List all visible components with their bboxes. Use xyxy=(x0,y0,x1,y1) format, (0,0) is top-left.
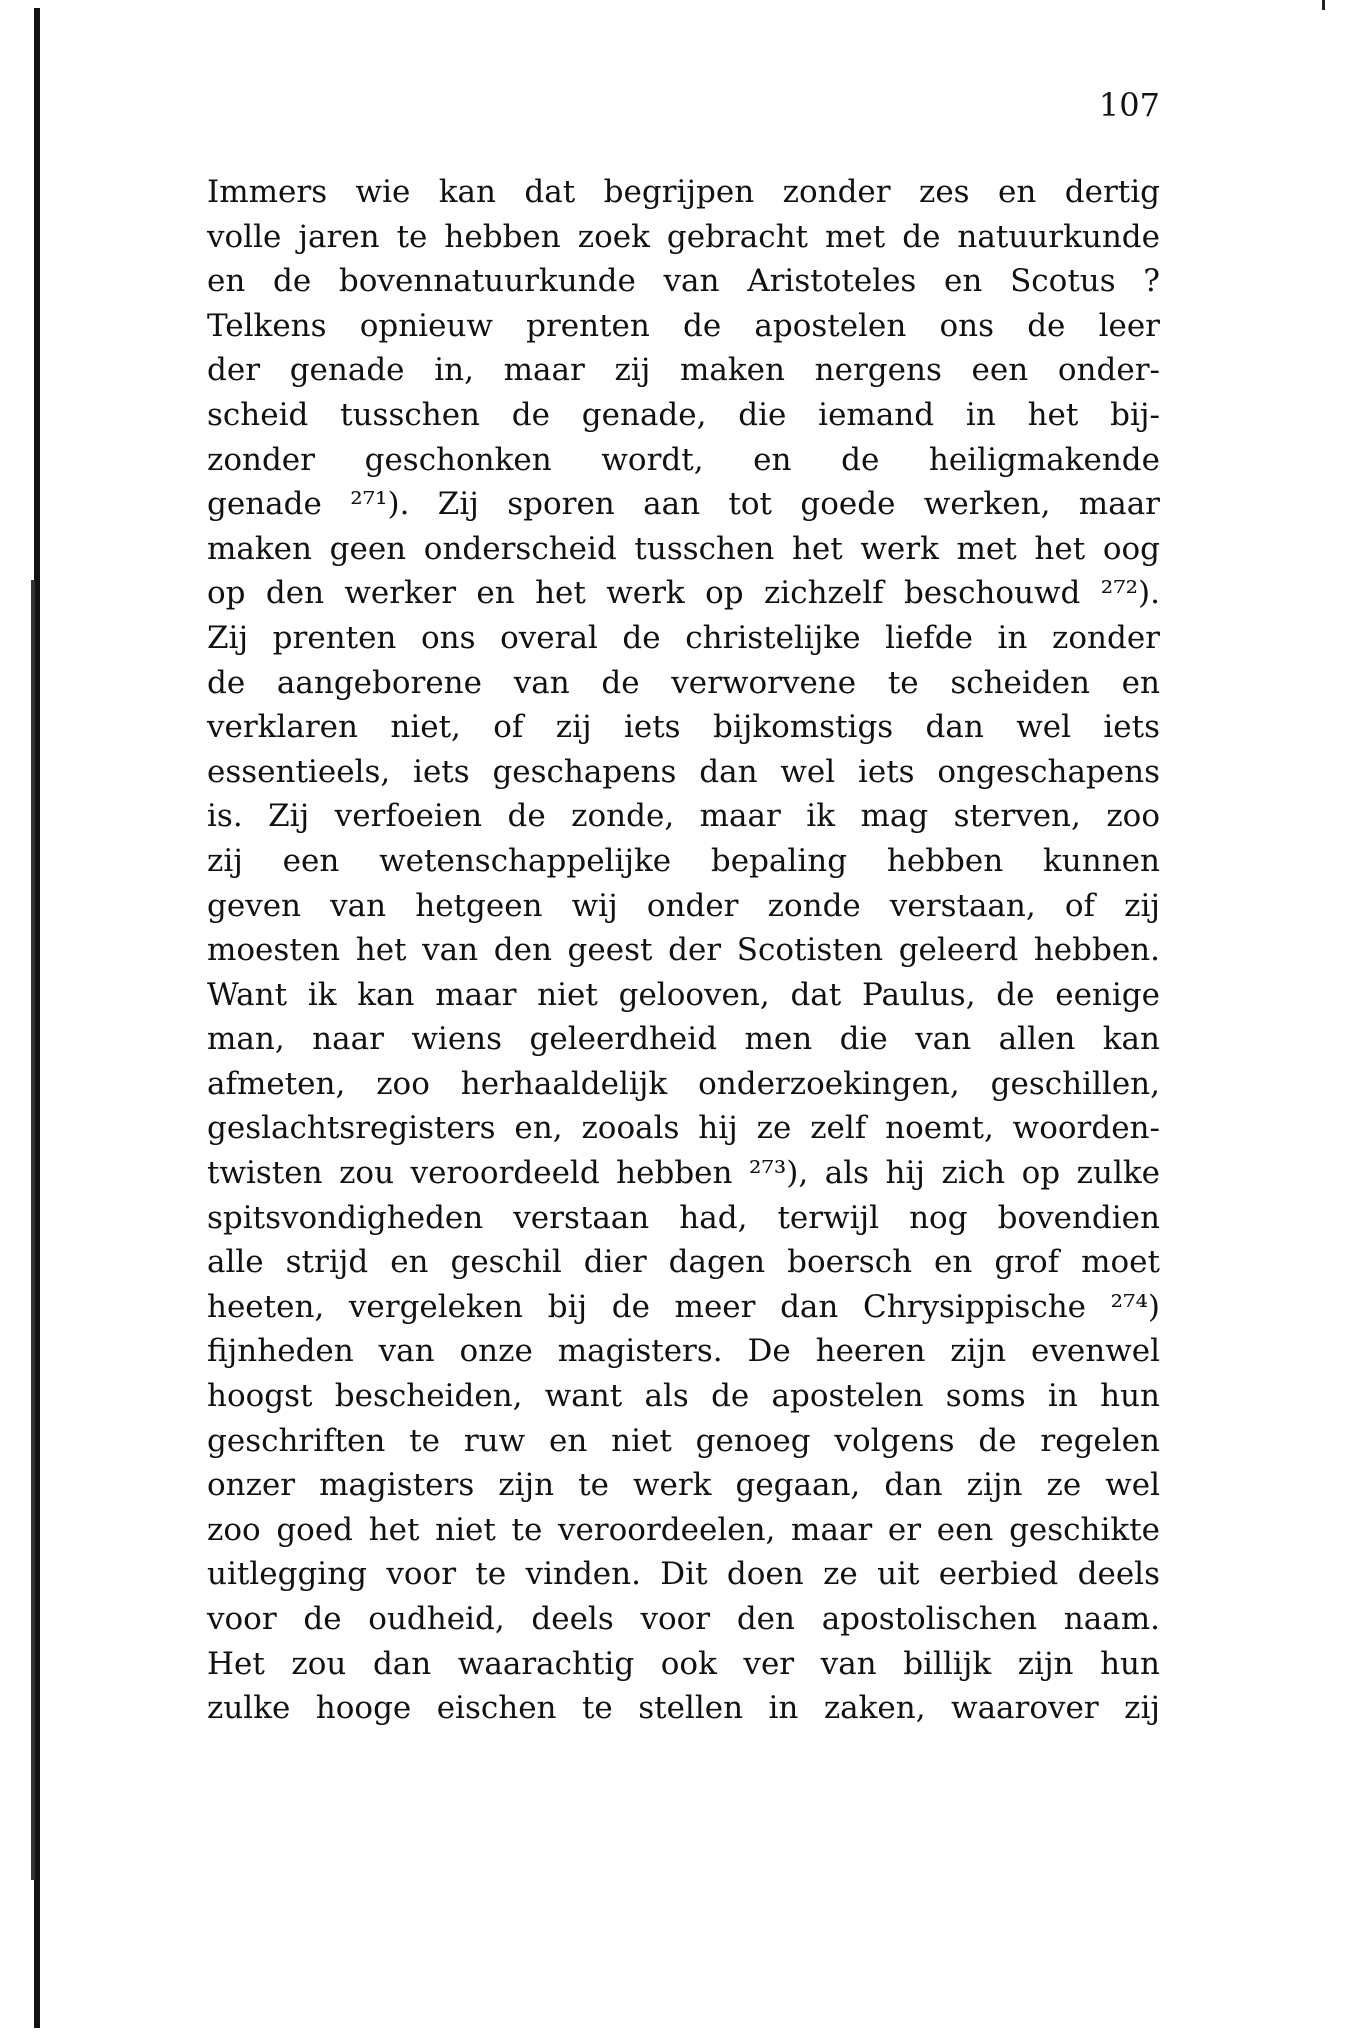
text-line: moesten het van den geest der Scotisten geleerd hebben. xyxy=(207,932,1160,969)
text-line: verklaren niet, of zij iets bijkomstigs dan wel iets xyxy=(207,709,1160,746)
text-line: onzer magisters zijn te werk gegaan, dan zijn ze wel xyxy=(207,1467,1160,1504)
text-line: der genade in, maar zij maken nergens een onder- xyxy=(207,352,1160,389)
text-line: afmeten, zoo herhaaldelijk onderzoekingen, geschillen, xyxy=(207,1065,1160,1102)
text-line: de aangeborene van de verworvene te scheiden en xyxy=(207,664,1160,701)
text-line: Telkens opnieuw prenten de apostelen ons de leer xyxy=(207,307,1160,344)
text-line: alle strijd en geschil dier dagen boersch en grof moet xyxy=(207,1244,1160,1281)
text-line: Het zou dan waarachtig ook ver van billijk zijn hun xyxy=(207,1645,1160,1682)
text-line: uitlegging voor te vinden. Dit doen ze uit eerbied deels xyxy=(207,1556,1160,1593)
text-line: geslachtsregisters en, zooals hij ze zelf noemt, woorden- xyxy=(207,1110,1160,1147)
text-line: zoo goed het niet te veroordeelen, maar er een geschikte xyxy=(207,1511,1160,1548)
text-line: voor de oudheid, deels voor den apostolischen naam. xyxy=(207,1601,1160,1637)
page-number: 107 xyxy=(1098,86,1160,124)
text-line: Immers wie kan dat begrijpen zonder zes en dertig xyxy=(207,174,1160,210)
text-line: heeten, vergeleken bij de meer dan Chrysippische ²⁷⁴) xyxy=(207,1288,1160,1325)
text-line: essentieels, iets geschapens dan wel iets ongeschapens xyxy=(207,753,1160,790)
text-line: Want ik kan maar niet gelooven, dat Paulus, de eenige xyxy=(207,976,1160,1013)
text-line: volle jaren te hebben zoek gebracht met de natuurkunde xyxy=(207,218,1160,255)
text-line: zij een wetenschappelijke bepaling hebben kunnen xyxy=(207,842,1160,879)
text-line: hoogst bescheiden, want als de apostelen soms in hun xyxy=(207,1378,1160,1415)
text-line: maken geen onderscheid tusschen het werk met het oog xyxy=(207,530,1160,567)
text-line: scheid tusschen de genade, die iemand in het bij- xyxy=(207,396,1160,433)
text-line: Zij prenten ons overal de christelijke liefde in zonder xyxy=(207,619,1160,656)
text-line: en de bovennatuurkunde van Aristoteles en Scotus ? xyxy=(207,263,1160,300)
scan-mark xyxy=(1322,0,1325,10)
text-line: fijnheden van onze magisters. De heeren zijn evenwel xyxy=(207,1333,1160,1370)
text-line: geven van hetgeen wij onder zonde verstaan, of zij xyxy=(207,887,1160,924)
page-binding-shadow xyxy=(31,580,35,1880)
text-line: spitsvondigheden verstaan had, terwijl nog bovendien xyxy=(207,1199,1160,1236)
body-text xyxy=(207,170,1160,1731)
text-line: is. Zij verfoeien de zonde, maar ik mag sterven, zoo xyxy=(207,798,1160,835)
text-line: man, naar wiens geleerdheid men die van allen kan xyxy=(207,1021,1160,1058)
text-line: geschriften te ruw en niet genoeg volgens de regelen xyxy=(207,1422,1160,1459)
text-line: op den werker en het werk op zichzelf beschouwd ²⁷²). xyxy=(207,575,1160,612)
text-line: zulke hooge eischen te stellen in zaken, waarover zij xyxy=(207,1690,1160,1727)
text-line: twisten zou veroordeeld hebben ²⁷³), als hij zich op zulke xyxy=(207,1155,1160,1192)
text-line: genade ²⁷¹). Zij sporen aan tot goede werken, maar xyxy=(207,486,1160,523)
text-line: zonder geschonken wordt, en de heiligmakende xyxy=(207,441,1160,478)
